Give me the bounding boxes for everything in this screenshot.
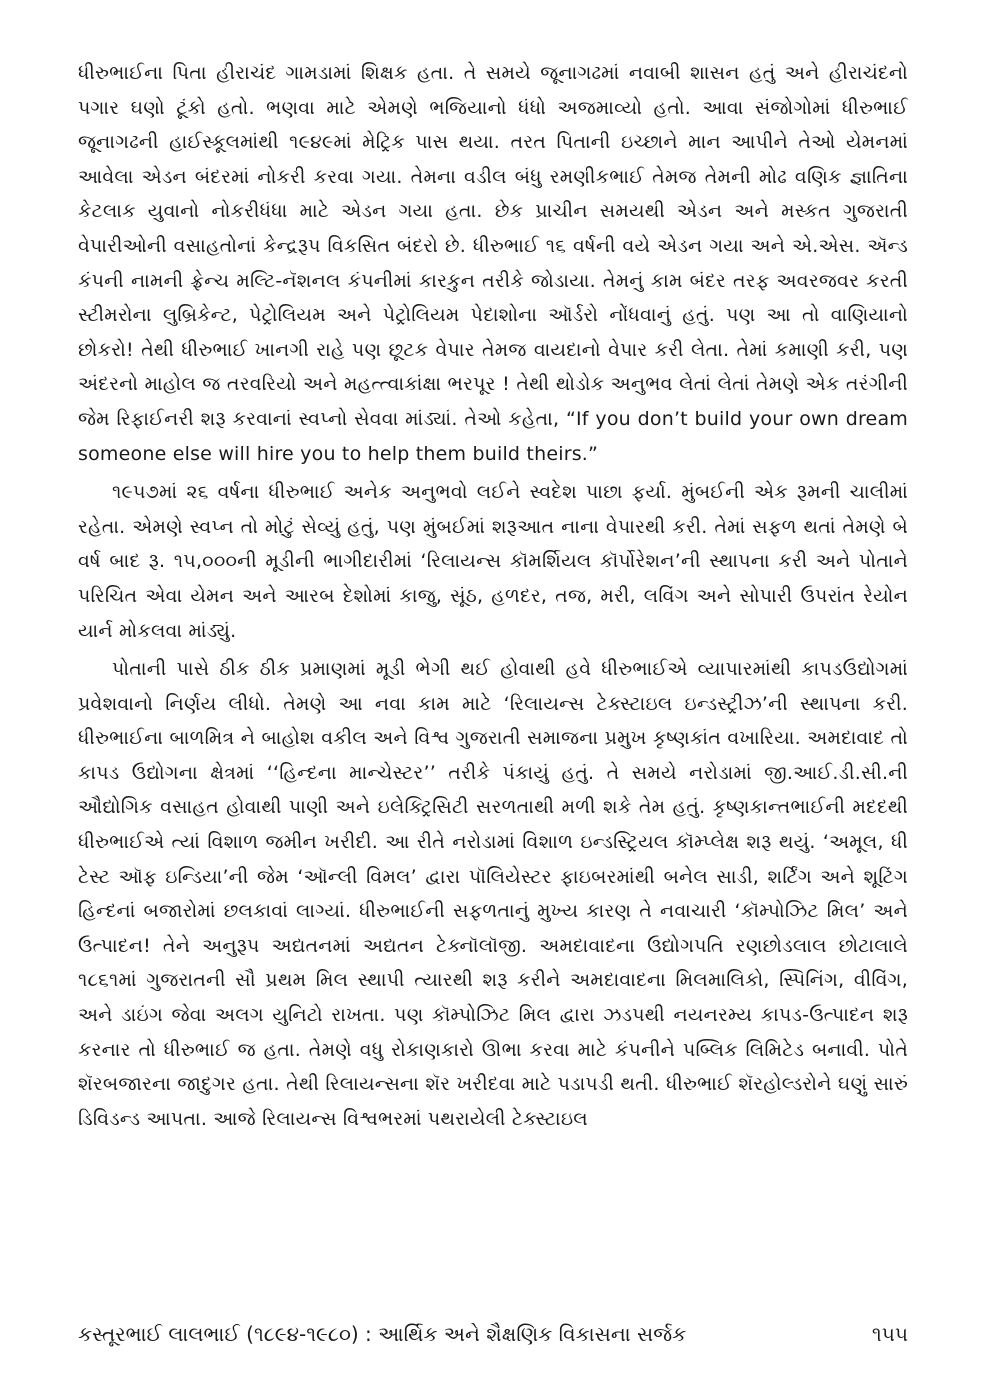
page-body	[78, 56, 908, 1136]
paragraph-1: ધીરુભાઈના પિતા હીરાચંદ ગામડામાં શિક્ષક હતા. તે સમયે જૂનાગઢમાં નવાબી શાસન હતું અને હીરાચંદનો પગાર ઘણો ટૂંકો હતો. ભણવા માટે એમણે ભજિયાનો ધંધો અજમાવ્યો હતો. આવા સંજોગોમાં ધીરુભાઈ જૂનાગઢની હાઈસ્કૂલમાંથી ૧૯૪૯માં મેટ્રિક પાસ થયા. તરત પિતાની ઇચ્છાને માન આપીને તેઓ યેમનમાં આવેલા એડન બંદરમાં નોકરી કરવા ગયા. તેમના વડીલ બંધુ રમણીકભાઈ તેમજ તેમની મોઢ વણિક જ્ઞાતિના કેટલાક યુવાનો નોકરીધંધા માટે એડન ગયા હતા. છેક પ્રાચીન સમયથી એડન અને મસ્કત ગુજરાતી વેપારીઓની વસાહતોનાં કેન્દ્રરૂપ વિકસિત બંદરો છે. ધીરુભાઈ ૧૬ વર્ષની વયે એડન ગયા અને એ.એસ. ઍન્ડ કંપની નામની ફ્રેન્ચ મલ્ટિ-નૅશનલ કંપનીમાં કારકુન તરીકે જોડાયા. તેમનું કામ બંદર તરફ અવરજવર કરતી સ્ટીમરોના લુબ્રિકેન્ટ, પેટ્રોલિયમ અને પેટ્રોલિયમ પેદાશોના ઑર્ડરો નોંધવાનું હતું. પણ આ તો વાણિયાનો છોકરો! તેથી ધીરુભાઈ ખાનગી રાહે પણ છૂટક વેપાર તેમજ વાયદાનો વેપાર કરી લેતા. તેમાં કમાણી કરી, પણ અંદરનો માહોલ જ તરવરિયો અને મહત્ત્વાકાંક્ષા ભરપૂર ! તેથી થોડોક અનુભવ લેતાં લેતાં તેમણે એક તરંગીની જેમ રિફાઈનરી શરૂ કરવાનાં સ્વપ્નો સેવવા માંડ્યાં. તેઓ કહેતા, “If you don’t build your own dream someone else will hire you to help them build theirs.”	[78, 62, 908, 465]
page-footer	[78, 1320, 908, 1348]
paragraph-2: ૧૯૫૭માં ૨૬ વર્ષના ધીરુભાઈ અનેક અનુભવો લઈને સ્વદેશ પાછા ફર્યા. મુંબઈની એક રૂમની ચાલીમાં રહેતા. એમણે સ્વપ્ન તો મોટું સેવ્યું હતું, પણ મુંબઈમાં શરૂઆત નાના વેપારથી કરી. તેમાં સફળ થતાં તેમણે બે વર્ષ બાદ રૂ. ૧૫,૦૦૦ની મૂડીની ભાગીદારીમાં ‘રિલાયન્સ કૉમર્શિયલ કૉર્પોરેશન’ની સ્થાપના કરી અને પોતાને પરિચિત એવા યેમન અને આરબ દેશોમાં કાજુ, સૂંઠ, હળદર, તજ, મરી, લવિંગ અને સોપારી ઉપરાંત રેયોન યાર્ન મોકલવા માંડ્યું.	[78, 481, 908, 642]
page-number: ૧૫૫	[871, 1322, 908, 1346]
running-title: કસ્તૂરભાઈ લાલભાઈ (૧૮૯૪-૧૯૮૦) : આર્થિક અને શૈક્ષણિક વિકાસના સર્જક	[78, 1322, 687, 1346]
paragraph-3: પોતાની પાસે ઠીક ઠીક પ્રમાણમાં મૂડી ભેગી થઈ હોવાથી હવે ધીરુભાઈએ વ્યાપારમાંથી કાપડઉદ્યોગમાં પ્રવેશવાનો નિર્ણય લીધો. તેમણે આ નવા કામ માટે ‘રિલાયન્સ ટેક્સ્ટાઇલ ઇન્ડસ્ટ્રીઝ’ની સ્થાપના કરી. ધીરુભાઈના બાળમિત્ર ને બાહોશ વકીલ અને વિશ્વ ગુજરાતી સમાજના પ્રમુખ કૃષ્ણકાંત વખારિયા. અમદાવાદ તો કાપડ ઉદ્યોગના ક્ષેત્રમાં ‘‘હિન્દના માન્ચેસ્ટર’’ તરીકે પંકાયું હતું. તે સમયે નરોડામાં જી.આઈ.ડી.સી.ની ઔદ્યોગિક વસાહત હોવાથી પાણી અને ઇલેક્ટ્રિસિટી સરળતાથી મળી શકે તેમ હતું. કૃષ્ણકાન્તભાઈની મદદથી ધીરુભાઈએ ત્યાં વિશાળ જમીન ખરીદી. આ રીતે નરોડામાં વિશાળ ઇન્ડસ્ટ્રિયલ કૉમ્પ્લેક્ષ શરૂ થયું. ‘અમૂલ, ધી ટેસ્ટ ઑફ ઇન્ડિયા’ની જેમ ‘ઑન્લી વિમલ’ દ્વારા પૉલિયેસ્ટર ફાઇબરમાંથી બનેલ સાડી, શર્ટિંગ અને શૂટિંગ હિન્દનાં બજારોમાં છલકાવાં લાગ્યાં. ધીરુભાઈની સફળતાનું મુખ્ય કારણ તે નવાચારી ‘કૉમ્પોઝિટ મિલ’ અને ઉત્પાદન! તેને અનુરૂપ અદ્યતનમાં અદ્યતન ટેક્નૉલૉજી. અમદાવાદના ઉદ્યોગપતિ રણછોડલાલ છોટાલાલે ૧૮૬૧માં ગુજરાતની સૌ પ્રથમ મિલ સ્થાપી ત્યારથી શરૂ કરીને અમદાવાદના મિલમાલિકો, સ્પિનિંગ, વીવિંગ, અને ડાઇંગ જેવા અલગ યુનિટો રાખતા. પણ કૉમ્પોઝિટ મિલ દ્વારા ઝડપથી નયનરમ્ય કાપડ-ઉત્પાદન શરૂ કરનાર તો ધીરુભાઈ જ હતા. તેમણે વધુ રોકાણકારો ઊભા કરવા માટે કંપનીને પબ્લિક લિમિટેડ બનાવી. પોતે શૅરબજારના જાદુગર હતા. તેથી રિલાયન્સના શૅર ખરીદવા માટે પડાપડી થતી. ધીરુભાઈ શૅરહોલ્ડરોને ઘણું સારું ડિવિડન્ડ આપતા. આજે રિલાયન્સ વિશ્વભરમાં પથરાયેલી ટેક્સ્ટાઇલ	[78, 658, 908, 1130]
